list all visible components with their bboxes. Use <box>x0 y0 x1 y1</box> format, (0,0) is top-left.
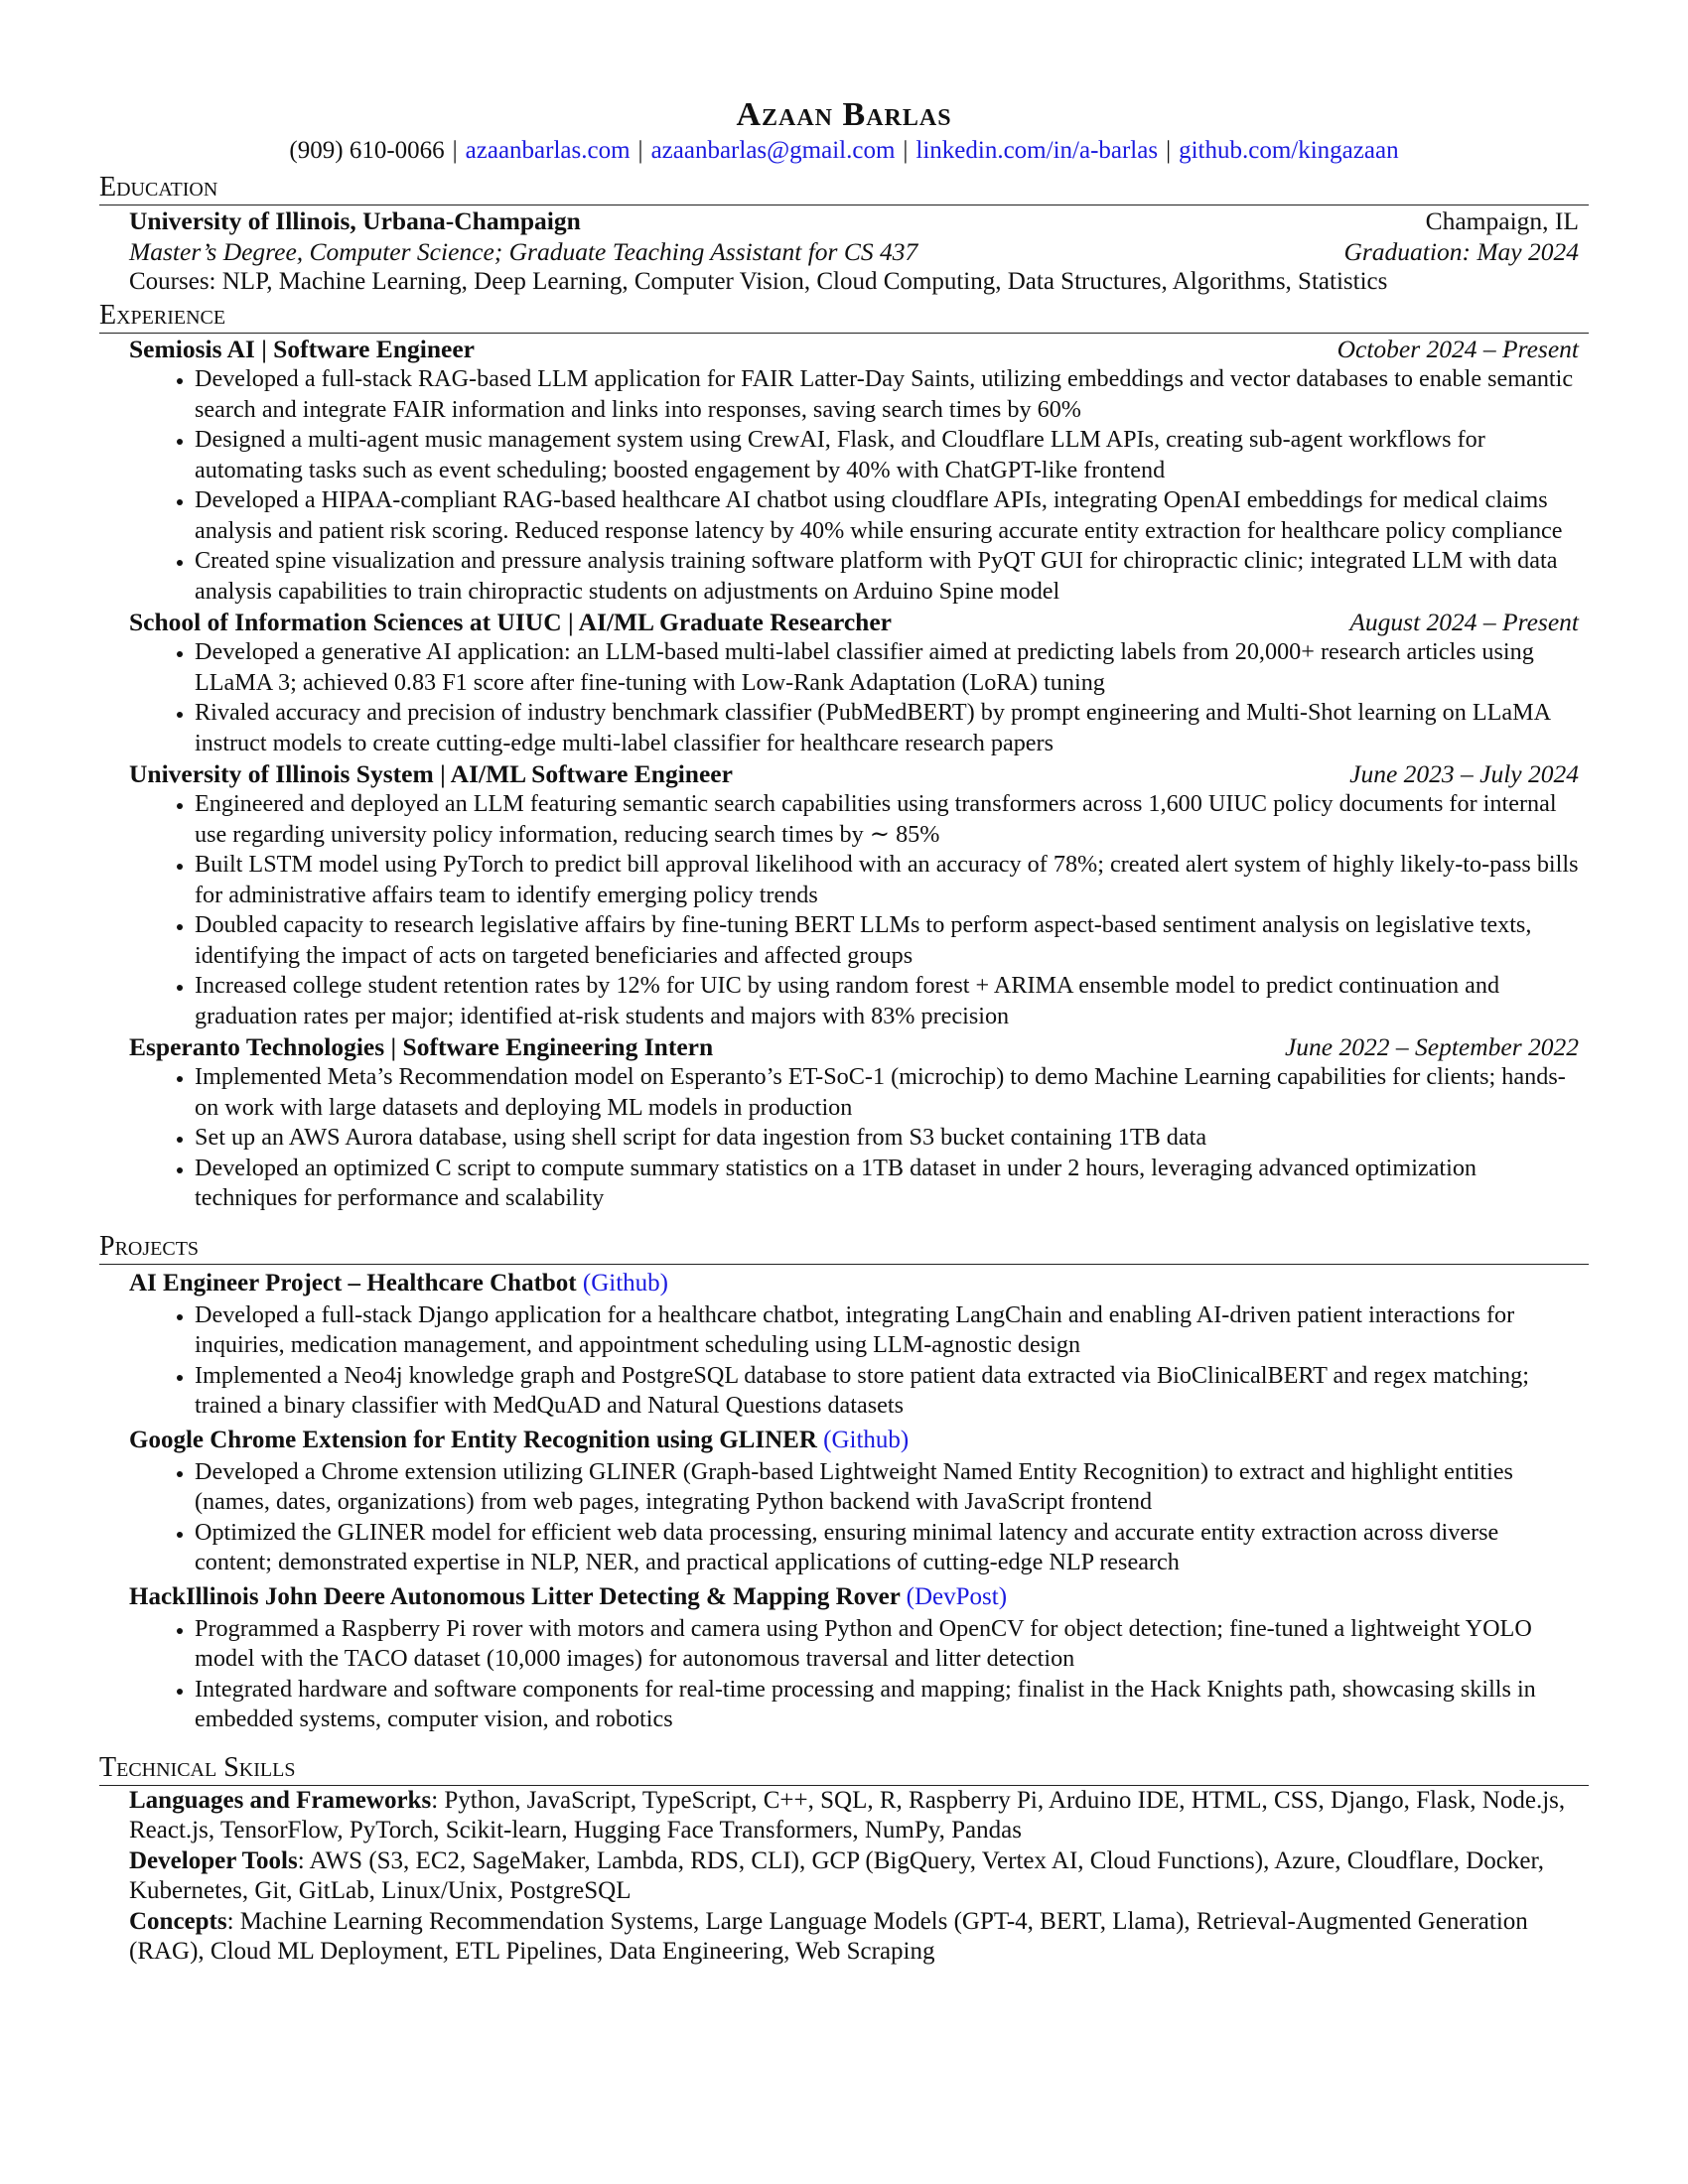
job-title: University of Illinois System | AI/ML Software Engineer <box>129 759 733 788</box>
skill-value: : Machine Learning Recommendation Systems, Large Language Models (GPT-4, BERT, Llama), Retrieval-Augmented Generation (RAG), Cloud ML Deployment, ETL Pipelines, Data Engineering, Web Scraping <box>129 1907 1528 1965</box>
school-name: University of Illinois, Urbana-Champaign <box>129 206 581 235</box>
job-title: Semiosis AI | Software Engineer <box>129 335 475 363</box>
project-link[interactable]: (Github) <box>582 1269 668 1297</box>
bullet-item: • Implemented a Neo4j knowledge graph and PostgreSQL database to store patient data extracted via BioClinicalBERT and regex matching; trained a binary classifier with MedQuAD and Natural Questions datasets <box>195 1361 1579 1422</box>
skill-label: Developer Tools <box>129 1846 298 1874</box>
job-bullets <box>129 637 1579 758</box>
bullet-item: • Created spine visualization and pressure analysis training software platform with PyQT GUI for chiropractic clinic; integrated LLM with data analysis capabilities to train chiropractic students on adjustments on Arduino Spine model <box>195 546 1579 607</box>
courses: Courses: NLP, Machine Learning, Deep Learning, Computer Vision, Cloud Computing, Data Structures, Algorithms, Statistics <box>129 268 1388 295</box>
contact-line <box>99 135 1589 167</box>
skill-line <box>129 1846 1579 1907</box>
degree: Master’s Degree, Computer Science; Graduate Teaching Assistant for CS 437 <box>129 237 918 266</box>
job-dates: August 2024 – Present <box>1349 608 1579 636</box>
job-title: School of Information Sciences at UIUC | AI/ML Graduate Researcher <box>129 608 892 636</box>
job-bullets <box>129 1062 1579 1214</box>
job-heading-row <box>129 334 1579 364</box>
email-link[interactable]: azaanbarlas@gmail.com <box>650 137 896 164</box>
project-link[interactable]: (DevPost) <box>906 1582 1008 1610</box>
website-link[interactable]: azaanbarlas.com <box>465 137 631 164</box>
job-heading-row <box>129 607 1579 637</box>
candidate-name: Azaan Barlas <box>736 96 952 133</box>
projects-section <box>99 1267 1589 1735</box>
projects-heading: Projects <box>99 1228 1589 1265</box>
bullet-item: • Engineered and deployed an LLM featuring semantic search capabilities using transformers across 1,600 UIUC policy documents for internal use regarding university policy information, reducing search times by ∼ 85% <box>195 789 1579 850</box>
bullet-item: • Doubled capacity to research legislative affairs by fine-tuning BERT LLMs to perform aspect-based sentiment analysis on legislative texts, identifying the impact of acts on targeted beneficiaries and affected groups <box>195 910 1579 971</box>
project-bullets <box>129 1457 1579 1578</box>
project-bullets <box>129 1300 1579 1422</box>
education-section <box>99 205 1589 297</box>
project-title <box>129 1267 1579 1300</box>
resume-page <box>99 95 1589 1968</box>
project-name: Google Chrome Extension for Entity Recognition using GLINER <box>129 1426 817 1453</box>
github-link[interactable]: github.com/kingazaan <box>1179 137 1399 164</box>
experience-section <box>99 334 1589 1214</box>
bullet-item: • Developed a Chrome extension utilizing GLINER (Graph-based Lightweight Named Entity Recognition) to extract and highlight entities (names, dates, organizations) from web pages, integrating Python backend with JavaScript frontend <box>195 1457 1579 1518</box>
skill-line <box>129 1907 1579 1968</box>
separator: | <box>1166 137 1172 164</box>
experience-heading: Experience <box>99 297 1589 334</box>
job-bullets <box>129 789 1579 1031</box>
skill-line <box>129 1786 1579 1846</box>
project-link[interactable]: (Github) <box>823 1426 910 1453</box>
project-title <box>129 1424 1579 1457</box>
job-dates: June 2022 – September 2022 <box>1284 1032 1579 1061</box>
bullet-item: • Built LSTM model using PyTorch to predict bill approval likelihood with an accuracy of 78%; created alert system of highly likely-to-pass bills for administrative affairs team to identify emerging policy trends <box>195 850 1579 910</box>
education-heading: Education <box>99 169 1589 205</box>
bullet-item: • Developed a full-stack Django application for a healthcare chatbot, integrating LangChain and enabling AI-driven patient interactions for inquiries, medication management, and appointment scheduling using LLM-agnostic design <box>195 1300 1579 1361</box>
project-title <box>129 1580 1579 1614</box>
degree-row <box>129 236 1579 267</box>
project-name: AI Engineer Project – Healthcare Chatbot <box>129 1269 577 1297</box>
project-bullets <box>129 1614 1579 1735</box>
bullet-item: • Developed a HIPAA-compliant RAG-based healthcare AI chatbot using cloudflare APIs, integrating OpenAI embeddings for medical claims analysis and patient risk scoring. Reduced response latency by 40% while ensuring accurate entity extraction for healthcare policy compliance <box>195 485 1579 546</box>
job-dates: June 2023 – July 2024 <box>1349 759 1579 788</box>
skill-label: Concepts <box>129 1907 227 1935</box>
job-heading-row <box>129 758 1579 789</box>
project-name: HackIllinois John Deere Autonomous Litter Detecting & Mapping Rover <box>129 1582 901 1610</box>
skill-value: : AWS (S3, EC2, SageMaker, Lambda, RDS, CLI), GCP (BigQuery, Vertex AI, Cloud Functions), Azure, Cloudflare, Docker, Kubernetes, Git, GitLab, Linux/Unix, PostgreSQL <box>129 1846 1545 1904</box>
skill-label: Languages and Frameworks <box>129 1786 432 1814</box>
bullet-item: • Developed a generative AI application: an LLM-based multi-label classifier aimed at predicting labels from 20,000+ research articles using LLaMA 3; achieved 0.83 F1 score after fine-tuning with Low-Rank Adaptation (LoRA) tuning <box>195 637 1579 698</box>
job-dates: October 2024 – Present <box>1336 335 1579 363</box>
bullet-item: • Optimized the GLINER model for efficient web data processing, ensuring minimal latency and accurate entity extraction across diverse content; demonstrated expertise in NLP, NER, and practical applications of cutting-edge NLP research <box>195 1518 1579 1578</box>
bullet-item: • Rivaled accuracy and precision of industry benchmark classifier (PubMedBERT) by prompt engineering and Multi-Shot learning on LLaMA instruct models to create cutting-edge multi-label classifier for healthcare research papers <box>195 698 1579 758</box>
bullet-item: • Developed a full-stack RAG-based LLM application for FAIR Latter-Day Saints, utilizing embeddings and vector databases to enable semantic search and integrate FAIR information and links into responses, saving search times by 60% <box>195 364 1579 425</box>
bullet-item: • Designed a multi-agent music management system using CrewAI, Flask, and Cloudflare LLM APIs, creating sub-agent workflows for automating tasks such as event scheduling; boosted engagement by 40% with ChatGPT-like frontend <box>195 425 1579 485</box>
job-title: Esperanto Technologies | Software Engineering Intern <box>129 1032 714 1061</box>
bullet-item: • Developed an optimized C script to compute summary statistics on a 1TB dataset in under 2 hours, leveraging advanced optimization techniques for performance and scalability <box>195 1154 1579 1214</box>
skills-heading: Technical Skills <box>99 1749 1589 1786</box>
separator: | <box>903 137 909 164</box>
separator: | <box>637 137 643 164</box>
linkedin-link[interactable]: linkedin.com/in/a-barlas <box>915 137 1159 164</box>
graduation-date: Graduation: May 2024 <box>1343 237 1579 266</box>
job-bullets <box>129 364 1579 607</box>
job-heading-row <box>129 1031 1579 1062</box>
skills-section <box>99 1786 1589 1968</box>
skill-value: : Python, JavaScript, TypeScript, C++, SQL, R, Raspberry Pi, Arduino IDE, HTML, CSS, Django, Flask, Node.js, React.js, TensorFlow, PyTorch, Scikit-learn, Hugging Face Transformers, NumPy, Pandas <box>129 1786 1566 1843</box>
education-row <box>129 205 1579 236</box>
bullet-item: • Integrated hardware and software components for real-time processing and mapping; finalist in the Hack Knights path, showcasing skills in embedded systems, computer vision, and robotics <box>195 1675 1579 1735</box>
bullet-item: • Programmed a Raspberry Pi rover with motors and camera using Python and OpenCV for object detection; fine-tuned a lightweight YOLO model with the TACO dataset (10,000 images) for autonomous traversal and litter detection <box>195 1614 1579 1675</box>
phone-number: (909) 610-0066 <box>289 137 445 164</box>
separator: | <box>452 137 458 164</box>
bullet-item: • Set up an AWS Aurora database, using shell script for data ingestion from S3 bucket containing 1TB data <box>195 1123 1579 1154</box>
bullet-item: • Increased college student retention rates by 12% for UIC by using random forest + ARIMA ensemble model to predict continuation and graduation rates per major; identified at-risk students and majors with 83% precision <box>195 971 1579 1031</box>
bullet-item: • Implemented Meta’s Recommendation model on Esperanto’s ET-SoC-1 (microchip) to demo Machine Learning capabilities for clients; hands-on work with large datasets and deploying ML models in production <box>195 1062 1579 1123</box>
school-location: Champaign, IL <box>1425 206 1579 235</box>
